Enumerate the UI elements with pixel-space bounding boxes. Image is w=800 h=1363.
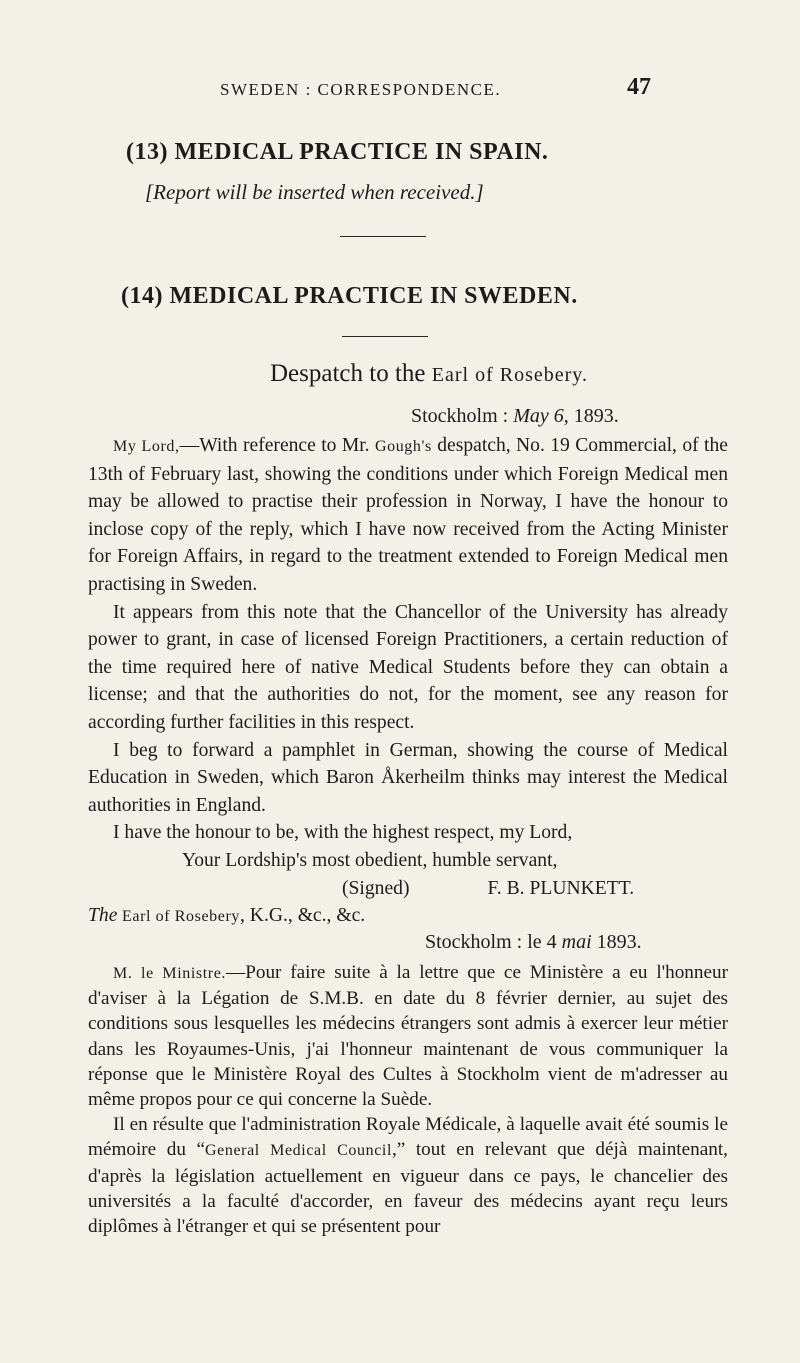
section-14-heading: (14) MEDICAL PRACTICE IN SWEDEN. [121,283,578,309]
french-dateline [0,931,800,954]
despatch-title-name: Earl of Rosebery. [431,364,588,386]
addressee-the: The [88,905,118,927]
signed-label: (Signed) [342,877,410,899]
dateline-year: , 1893. [563,405,619,427]
closing-line: Your Lordship's most obedient, humble servant, [182,849,558,871]
council-name: General Medical Council [204,1142,392,1160]
dateline-place: Stockholm : le 4 [425,931,562,953]
addressee-rest: , K.G., &c., &c. [240,905,366,927]
divider-rule [340,236,426,237]
salutation: My Lord, [113,438,180,455]
running-title: SWEDEN : CORRESPONDENCE. [220,80,502,99]
paragraph-text: despatch, No. 19 Commercial, of the 13th of February last, showing the conditions under which Foreign Medical men may be allowed to practise their profession in Norway, I have the honour to inclose copy of the reply, which I have now received from the Acting Minister for Foreign Affairs, in regard to the treatment extended to Foreign Medical men practising in Sweden. [88,435,728,595]
section-13-note: [Report will be inserted when received.] [145,180,484,204]
paragraph-text: —With reference to Mr. [179,435,375,456]
despatch-dateline [0,405,800,428]
despatch-paragraph: I have the honour to be, with the highest respect, my Lord, [113,822,573,844]
running-head [0,74,800,104]
divider-rule [342,336,428,337]
french-paragraph [88,960,728,1112]
paragraph-text: Il en résulte que l'administration Royale Médicale, à laquelle avait été soumis le mémoire du “ [88,1114,728,1161]
dateline-year: 1893. [591,931,642,953]
french-paragraph [88,1112,728,1239]
gough-name: Gough's [374,438,432,455]
despatch-title-prefix: Despatch to the [270,360,432,387]
french-letter-body [88,960,728,1239]
page-number: 47 [627,74,651,100]
dateline-month: mai [561,931,592,953]
despatch-paragraph [88,432,728,599]
despatch-paragraph: It appears from this note that the Chancellor of the University has already power to grant, in case of licensed Foreign Practitioners, a certain reduction of the time required here of native Medical Students before they can obtain a license; and that the authorities do not, for the moment, see any reason for according further facilities in this respect. [88,601,728,733]
dateline-place: Stockholm : [411,405,514,427]
paragraph-text: —Pour faire suite à la lettre que ce Ministère a eu l'honneur d'aviser à la Légation de S.M.B. en date du 8 février dernier, au sujet des conditions sous lesquelles les médecins étrangers sont admis à exercer leur métier dans les Royaumes-Unis, j'ai l'honneur maintenant de vous communiquer la réponse que le Ministère Royal des Cultes à Stockholm vient de m'adresser au même propos pour ce qui concerne la Suède. [88,962,728,1111]
paragraph-text: ,” tout en relevant que déjà maintenant, d'après la législation actuellement en vigueur dans ce pays, le chancelier des universités a la faculté d'accorder, en faveur des médecins ayant reçu leurs diplômes à l'étranger et qui se présentent pour [88,1139,728,1238]
dateline-date: May 6 [513,405,564,427]
despatch-body [88,432,728,931]
section-13-heading: (13) MEDICAL PRACTICE IN SPAIN. [126,139,549,165]
addressee-line [88,902,728,931]
addressee-name: Earl of Rosebery [117,908,240,926]
signature-line [88,875,728,903]
french-salutation: M. le Ministre. [113,965,227,982]
despatch-title [270,360,588,388]
despatch-paragraph: I beg to forward a pamphlet in German, showing the course of Medical Education in Sweden, which Baron Åkerheilm thinks may interest the Medical authorities in England. [88,739,728,816]
signature-name: F. B. PLUNKETT. [487,877,635,899]
